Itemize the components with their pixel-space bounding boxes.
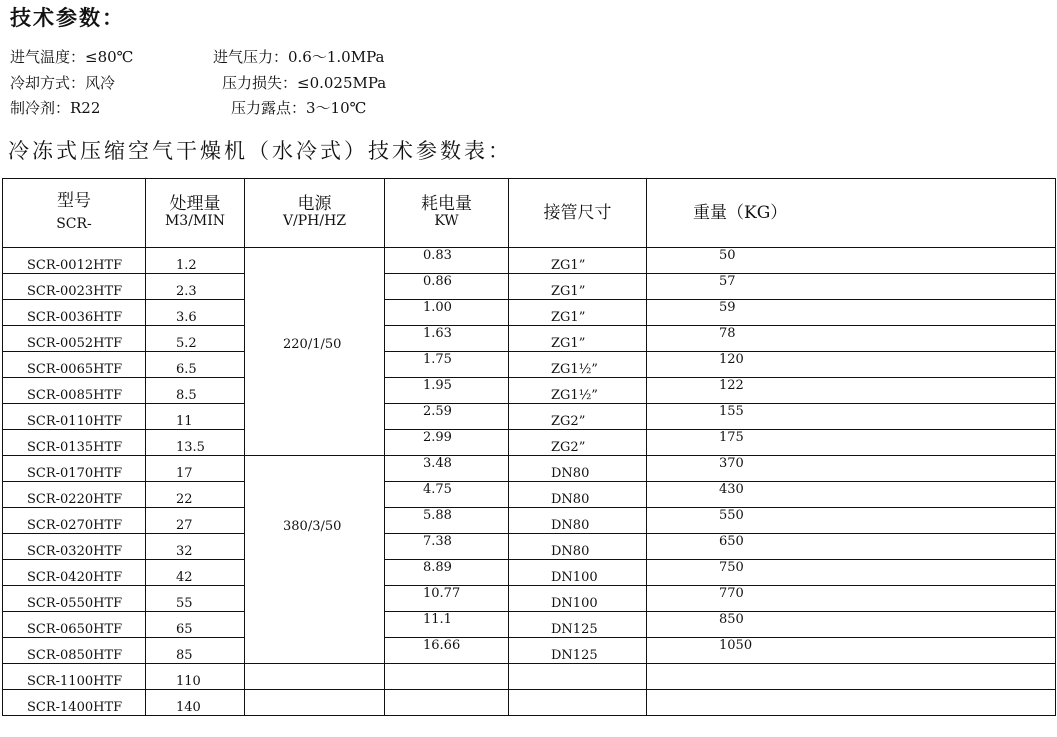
cell-flow-text: 22: [176, 492, 193, 507]
cell-pipe-text: DN100: [551, 596, 598, 611]
cell-model: [3, 664, 146, 690]
param-refrigerant: 制冷剂：R22: [10, 99, 101, 117]
cell-weight: [647, 560, 1056, 586]
cell-model-text: SCR-0065HTF: [27, 362, 123, 377]
param-cooling: 冷却方式：风冷: [10, 74, 116, 92]
cell-weight-text: 1050: [719, 638, 753, 653]
table-row: [3, 638, 1056, 664]
cell-kw-text: 8.89: [423, 560, 452, 575]
table-row: [3, 352, 1056, 378]
cell-model: [3, 586, 146, 612]
cell-flow: [146, 378, 245, 404]
cell-model-text: SCR-0036HTF: [27, 310, 123, 325]
header-pipe: [509, 179, 647, 248]
table-row: [3, 378, 1056, 404]
cell-kw: [385, 664, 509, 690]
cell-kw: [385, 638, 509, 664]
cell-model-text: SCR-0170HTF: [27, 466, 123, 481]
cell-model: [3, 352, 146, 378]
cell-power: [245, 326, 385, 352]
cell-kw: [385, 690, 509, 716]
cell-weight-text: 50: [719, 248, 736, 263]
cell-model-text: SCR-0135HTF: [27, 440, 123, 455]
table-row: [3, 534, 1056, 560]
table-row: [3, 690, 1056, 716]
cell-flow-text: 140: [176, 700, 201, 715]
cell-kw: [385, 326, 509, 352]
cell-power: [245, 612, 385, 638]
cell-pipe: [509, 560, 647, 586]
cell-model-text: SCR-0220HTF: [27, 492, 123, 507]
cell-power: [245, 664, 385, 690]
cell-pipe: [509, 404, 647, 430]
cell-power: [245, 534, 385, 560]
cell-pipe: [509, 508, 647, 534]
cell-pipe-text: DN80: [551, 492, 590, 507]
cell-kw-text: 10.77: [423, 586, 461, 601]
cell-model: [3, 690, 146, 716]
cell-weight-text: 430: [719, 482, 744, 497]
header-kw-label: 耗电量: [421, 194, 472, 214]
table-row: [3, 508, 1056, 534]
cell-model-text: SCR-0850HTF: [27, 648, 123, 663]
cell-pipe: [509, 300, 647, 326]
cell-flow: [146, 300, 245, 326]
cell-kw: [385, 482, 509, 508]
cell-power-text: 220/1/50: [283, 336, 342, 352]
cell-power: [245, 300, 385, 326]
cell-flow: [146, 612, 245, 638]
cell-model: [3, 248, 146, 274]
cell-weight: [647, 612, 1056, 638]
cell-pipe-text: DN80: [551, 518, 590, 533]
cell-power: [245, 690, 385, 716]
cell-model: [3, 534, 146, 560]
cell-power: [245, 248, 385, 274]
cell-model-text: SCR-0012HTF: [27, 258, 123, 273]
cell-kw-text: 1.00: [423, 300, 452, 315]
cell-weight-text: 175: [719, 430, 744, 445]
cell-flow-text: 110: [176, 674, 201, 689]
cell-pipe-text: ZG1”: [551, 258, 586, 273]
cell-flow-text: 27: [176, 518, 193, 533]
cell-kw: [385, 352, 509, 378]
cell-flow-text: 8.5: [176, 388, 197, 403]
cell-weight: [647, 456, 1056, 482]
header-flow-unit: M3/MIN: [164, 213, 226, 229]
cell-pipe: [509, 430, 647, 456]
cell-kw-text: 1.95: [423, 378, 452, 393]
cell-weight: [647, 326, 1056, 352]
cell-weight: [647, 404, 1056, 430]
cell-weight-text: 57: [719, 274, 736, 289]
cell-power: [245, 352, 385, 378]
section-heading: 技术参数：: [10, 6, 125, 30]
cell-pipe: [509, 248, 647, 274]
cell-power: [245, 274, 385, 300]
cell-flow-text: 42: [176, 570, 193, 585]
cell-kw: [385, 508, 509, 534]
cell-model-text: SCR-0110HTF: [27, 414, 123, 429]
cell-model-text: SCR-0270HTF: [27, 518, 123, 533]
cell-flow-text: 65: [176, 622, 193, 637]
cell-weight-text: 78: [719, 326, 736, 341]
cell-model-text: SCR-1400HTF: [27, 700, 123, 715]
cell-weight: [647, 482, 1056, 508]
cell-model-text: SCR-0550HTF: [27, 596, 123, 611]
table-row: [3, 274, 1056, 300]
cell-flow: [146, 560, 245, 586]
header-kw: [385, 179, 509, 248]
cell-flow: [146, 638, 245, 664]
cell-flow-text: 13.5: [176, 440, 205, 455]
cell-model-text: SCR-0420HTF: [27, 570, 123, 585]
table-row: [3, 482, 1056, 508]
cell-flow-text: 32: [176, 544, 193, 559]
cell-flow-text: 1.2: [176, 258, 197, 273]
cell-model: [3, 326, 146, 352]
cell-weight-text: 59: [719, 300, 736, 315]
cell-flow: [146, 508, 245, 534]
header-power-label: 电源: [297, 194, 332, 214]
cell-weight-text: 550: [719, 508, 744, 523]
cell-weight-text: 370: [719, 456, 744, 471]
cell-flow: [146, 248, 245, 274]
cell-pipe-text: ZG1”: [551, 336, 586, 351]
cell-weight: [647, 586, 1056, 612]
cell-flow-text: 85: [176, 648, 193, 663]
header-model-unit: SCR-: [56, 216, 92, 232]
cell-kw: [385, 534, 509, 560]
header-kw-unit: KW: [434, 213, 459, 229]
table-row: [3, 300, 1056, 326]
table-row: [3, 586, 1056, 612]
cell-model: [3, 300, 146, 326]
cell-flow-text: 3.6: [176, 310, 197, 325]
cell-weight: [647, 664, 1056, 690]
cell-power: [245, 430, 385, 456]
cell-weight: [647, 508, 1056, 534]
table-row: [3, 612, 1056, 638]
cell-flow-text: 6.5: [176, 362, 197, 377]
cell-weight-text: 770: [719, 586, 744, 601]
cell-weight-text: 155: [719, 404, 744, 419]
cell-model: [3, 638, 146, 664]
cell-weight: [647, 378, 1056, 404]
header-flow: [146, 179, 245, 248]
cell-flow-text: 55: [176, 596, 193, 611]
cell-flow: [146, 326, 245, 352]
cell-pipe-text: ZG1½”: [551, 362, 598, 377]
cell-flow: [146, 352, 245, 378]
cell-weight-text: 122: [719, 378, 744, 393]
cell-kw-text: 0.83: [423, 248, 452, 263]
cell-power: [245, 456, 385, 482]
table-title: 冷冻式压缩空气干燥机（水冷式）技术参数表：: [8, 139, 512, 163]
cell-flow-text: 11: [176, 414, 193, 429]
table-row: [3, 326, 1056, 352]
cell-pipe: [509, 612, 647, 638]
param-pressure-loss: 压力损失：≤0.025MPa: [222, 74, 387, 92]
cell-flow: [146, 664, 245, 690]
cell-kw: [385, 248, 509, 274]
cell-kw: [385, 404, 509, 430]
cell-model: [3, 456, 146, 482]
cell-power: [245, 560, 385, 586]
cell-flow: [146, 586, 245, 612]
cell-power: [245, 508, 385, 534]
cell-weight: [647, 534, 1056, 560]
param-inlet-pressure: 进气压力：0.6～1.0MPa: [213, 48, 385, 66]
header-model-label: 型号: [57, 191, 91, 211]
cell-power-text: 380/3/50: [283, 518, 342, 534]
cell-flow: [146, 430, 245, 456]
cell-kw-text: 0.86: [423, 274, 452, 289]
cell-pipe-text: ZG2”: [551, 414, 586, 429]
cell-weight-text: 650: [719, 534, 744, 549]
cell-pipe: [509, 482, 647, 508]
table-row: [3, 456, 1056, 482]
cell-pipe-text: ZG2”: [551, 440, 586, 455]
table-row: [3, 404, 1056, 430]
header-flow-label: 处理量: [169, 194, 221, 214]
cell-kw-text: 5.88: [423, 508, 452, 523]
cell-model: [3, 274, 146, 300]
header-model: [3, 179, 146, 248]
cell-pipe-text: DN125: [551, 648, 598, 663]
cell-pipe: [509, 378, 647, 404]
cell-pipe: [509, 352, 647, 378]
header-weight: [647, 179, 1056, 248]
cell-flow-text: 17: [176, 466, 193, 481]
cell-flow: [146, 404, 245, 430]
cell-model-text: SCR-0052HTF: [27, 336, 123, 351]
table-row: [3, 664, 1056, 690]
cell-kw-text: 11.1: [423, 612, 452, 627]
cell-model-text: SCR-0023HTF: [27, 284, 123, 299]
cell-model-text: SCR-0085HTF: [27, 388, 123, 403]
cell-pipe-text: ZG1”: [551, 310, 586, 325]
cell-weight: [647, 690, 1056, 716]
cell-pipe: [509, 534, 647, 560]
cell-flow: [146, 274, 245, 300]
param-inlet-temp: 进气温度：≤80℃: [10, 48, 134, 66]
table-row: [3, 430, 1056, 456]
cell-kw: [385, 430, 509, 456]
header-power: [245, 179, 385, 248]
cell-weight-text: 120: [719, 352, 744, 367]
cell-flow: [146, 690, 245, 716]
cell-model: [3, 404, 146, 430]
table-row: [3, 248, 1056, 274]
cell-model-text: SCR-1100HTF: [27, 674, 123, 689]
cell-weight: [647, 430, 1056, 456]
cell-pipe-text: DN100: [551, 570, 598, 585]
cell-power: [245, 404, 385, 430]
cell-model: [3, 378, 146, 404]
cell-model: [3, 430, 146, 456]
cell-flow-text: 5.2: [176, 336, 197, 351]
cell-power: [245, 378, 385, 404]
cell-model: [3, 560, 146, 586]
cell-flow: [146, 482, 245, 508]
cell-kw: [385, 560, 509, 586]
cell-model: [3, 482, 146, 508]
cell-kw: [385, 612, 509, 638]
cell-pipe-text: ZG1½”: [551, 388, 598, 403]
table-header-row: [3, 179, 1056, 248]
cell-kw-text: 2.99: [423, 430, 452, 445]
cell-model-text: SCR-0320HTF: [27, 544, 123, 559]
cell-kw-text: 1.75: [423, 352, 452, 367]
cell-weight: [647, 300, 1056, 326]
cell-model: [3, 508, 146, 534]
cell-kw: [385, 586, 509, 612]
cell-kw: [385, 378, 509, 404]
cell-power: [245, 638, 385, 664]
cell-flow: [146, 456, 245, 482]
cell-power: [245, 586, 385, 612]
cell-pipe: [509, 638, 647, 664]
cell-pipe: [509, 274, 647, 300]
cell-kw-text: 3.48: [423, 456, 452, 471]
cell-kw-text: 16.66: [423, 638, 461, 653]
cell-pipe-text: DN80: [551, 466, 590, 481]
cell-pipe-text: DN80: [551, 544, 590, 559]
cell-pipe: [509, 664, 647, 690]
cell-kw-text: 4.75: [423, 482, 452, 497]
cell-pipe: [509, 456, 647, 482]
cell-pipe-text: ZG1”: [551, 284, 586, 299]
cell-kw-text: 2.59: [423, 404, 452, 419]
cell-weight: [647, 638, 1056, 664]
cell-weight: [647, 352, 1056, 378]
cell-kw: [385, 274, 509, 300]
cell-pipe: [509, 586, 647, 612]
cell-weight: [647, 248, 1056, 274]
cell-pipe: [509, 326, 647, 352]
cell-weight-text: 850: [719, 612, 744, 627]
cell-pipe: [509, 690, 647, 716]
spec-table: [2, 178, 1056, 716]
header-weight-label: 重量（KG）: [693, 202, 788, 223]
cell-model-text: SCR-0650HTF: [27, 622, 123, 637]
cell-weight-text: 750: [719, 560, 744, 575]
cell-kw-text: 7.38: [423, 534, 452, 549]
cell-kw: [385, 456, 509, 482]
param-dew-point: 压力露点：3～10℃: [231, 99, 367, 117]
cell-kw: [385, 300, 509, 326]
table-row: [3, 560, 1056, 586]
cell-flow-text: 2.3: [176, 284, 197, 299]
cell-pipe-text: DN125: [551, 622, 598, 637]
cell-power: [245, 482, 385, 508]
cell-kw-text: 1.63: [423, 326, 452, 341]
cell-weight: [647, 274, 1056, 300]
cell-flow: [146, 534, 245, 560]
header-power-unit: V/PH/HZ: [282, 213, 347, 229]
table-body: [3, 248, 1056, 716]
cell-model: [3, 612, 146, 638]
header-pipe-label: 接管尺寸: [543, 202, 612, 223]
